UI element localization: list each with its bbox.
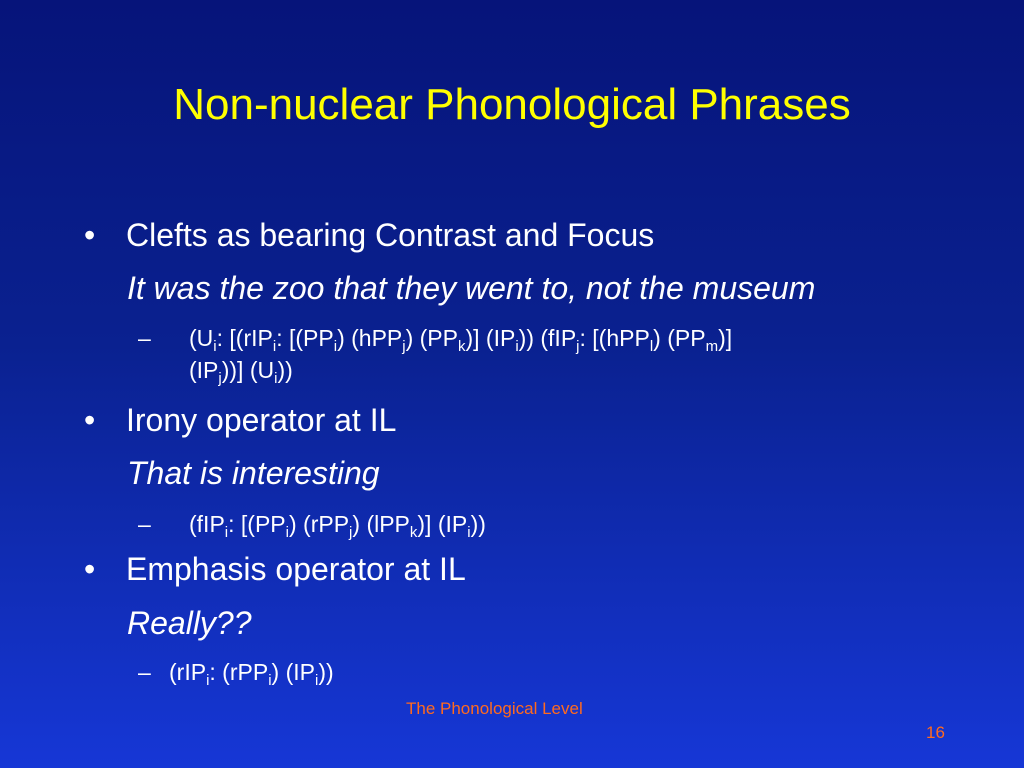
bullet-irony	[84, 402, 396, 439]
subscript-index: j	[402, 338, 406, 355]
bullet-dot: •	[84, 551, 96, 587]
subscript-index: i	[333, 338, 338, 355]
subscript-index: i	[274, 370, 278, 387]
subscript-index: i	[285, 524, 289, 541]
formula-line	[138, 322, 733, 355]
page-number: 16	[926, 723, 945, 742]
sub-bullet-dash: –	[138, 511, 151, 537]
bullet-dot: •	[84, 402, 96, 438]
subscript-index: i	[213, 338, 217, 355]
subscript-index: k	[457, 338, 466, 355]
subscript-index: i	[272, 338, 277, 355]
bullet-clefts	[84, 217, 654, 254]
subscript-index: j	[218, 370, 222, 387]
bullet-emphasis	[84, 551, 466, 588]
subscript-index: i	[467, 524, 471, 541]
formula-text: (fIP$_i$: [$(PP_i)$ (rPP$_j$) (lPP$_k$)] $(IP_i)$)	[189, 511, 486, 541]
subscript-index: i	[314, 672, 319, 689]
bullet-label: Clefts as bearing Contrast and Focus	[126, 217, 655, 253]
sub-bullet-dash: –	[138, 659, 151, 685]
example-sentence: That is interesting	[127, 455, 380, 491]
subscript-index: j	[576, 338, 580, 355]
subscript-index: l	[649, 338, 654, 355]
subscript-index: k	[409, 524, 418, 541]
subscript-index: i	[224, 524, 229, 541]
formula-text: ($U_i$: [(rIP$_i$: [$(PP_i)$ (hPP$_j$) $(PP_k)$] $(IP_i)$) (fIP$_j$: [(hPP$_l$) $(PP_m)$]	[189, 325, 733, 355]
subscript-index: m	[705, 338, 719, 355]
example-sentence: It was the zoo that they went to, not the museum	[127, 270, 816, 306]
example-sentence: Really??	[127, 605, 252, 641]
bullet-dot: •	[84, 217, 96, 253]
subscript-index: i	[206, 672, 210, 689]
formula-line-continued	[189, 354, 293, 386]
bullet-label: Emphasis operator at IL	[126, 551, 466, 587]
slide-title: Non-nuclear Phonological Phrases	[173, 80, 851, 129]
formula-line	[138, 508, 486, 541]
sub-bullet-dash: –	[138, 325, 151, 351]
formula-text: (rIP$_i$: (rPP$_i$) $(IP_i)$)	[169, 659, 334, 689]
subscript-index: i	[268, 672, 272, 689]
bullet-label: Irony operator at IL	[126, 402, 397, 438]
subscript-index: j	[349, 524, 353, 541]
formula-line	[138, 656, 334, 689]
formula-text: $(IP_j)$)] $(U_i)$)	[189, 357, 293, 387]
footer-text: The Phonological Level	[406, 699, 583, 718]
subscript-index: i	[515, 338, 519, 355]
